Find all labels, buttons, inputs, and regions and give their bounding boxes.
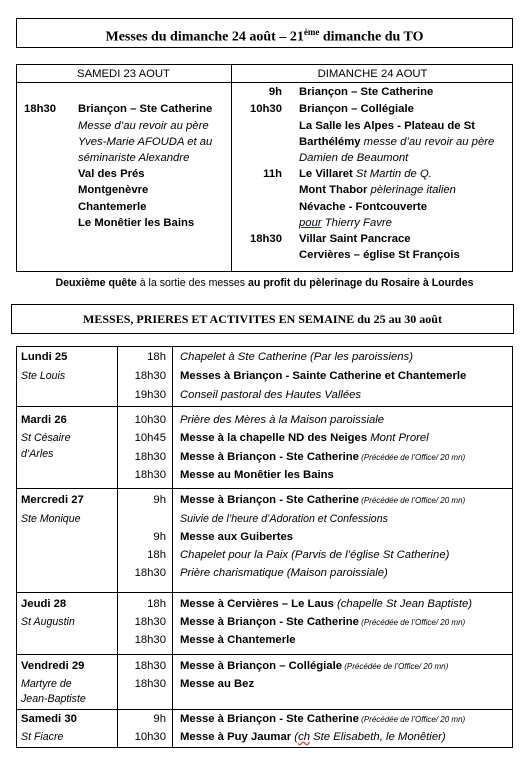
sunday-line (299, 167, 432, 181)
saturday-line: Val des Prés (78, 168, 145, 180)
event-time: 18h30 (134, 660, 166, 672)
sunday-line-bold: Mont Thabor (299, 184, 368, 196)
week-title: MESSES, PRIERES ET ACTIVITES EN SEMAINE du 25 au 30 août (83, 312, 442, 326)
event-time: 18h30 (134, 634, 166, 646)
event-time: 18h30 (134, 469, 166, 481)
saturday-line: Yves-Marie AFOUDA et au (78, 136, 213, 148)
week-row-rule (16, 406, 513, 407)
sunday-line: Névache - Fontcouverte (299, 201, 428, 213)
sunday-line (299, 135, 494, 149)
day-label: Jeudi 28 (21, 598, 67, 610)
event-bold: Messe à Puy Jaumar (180, 731, 292, 743)
event-bold: Messe à Briançon - Ste Catherine (180, 494, 359, 506)
event-time: 10h30 (134, 731, 166, 743)
sunday-table-header-rule (16, 82, 513, 83)
sunday-line-bold: Le Villaret (299, 168, 353, 180)
sunday-line (299, 183, 456, 197)
event-text: Messe à Chantemerle (180, 634, 296, 646)
sunday-line (299, 216, 392, 230)
saint-label: d’Arles (21, 448, 54, 460)
sunday-line: Villar Saint Pancrace (299, 233, 411, 245)
saturday-line: Briançon – Ste Catherine (78, 103, 213, 115)
sunday-line-italic: messe d’au revoir au père (360, 136, 495, 148)
saturday-line: Chantemerle (78, 201, 147, 213)
saturday-line: Messe d’au revoir au père (78, 120, 209, 132)
sunday-table-divider (231, 64, 232, 272)
event-text (180, 597, 472, 611)
event-time: 18h30 (134, 567, 166, 579)
saturday-line: Le Monêtier les Bains (78, 217, 195, 229)
event-bold: Messe à la chapelle ND des Neiges (180, 432, 368, 444)
event-time: 18h (147, 549, 166, 561)
event-text (180, 615, 465, 630)
saint-label: St Césaire (21, 432, 71, 444)
event-time: 9h (153, 713, 166, 725)
event-text (180, 730, 446, 744)
event-italic-spellcheck: ch (298, 731, 310, 743)
event-text (180, 712, 465, 727)
event-text: Messe au Bez (180, 678, 255, 690)
event-text (180, 659, 448, 674)
event-text: Messe au Monêtier les Bains (180, 469, 334, 481)
sunday-time: 10h30 (249, 103, 282, 115)
saturday-line: séminariste Alexandre (78, 152, 190, 164)
note-bold: Deuxième quête (55, 277, 137, 289)
event-text (180, 431, 429, 445)
sunday-line: Damien de Beaumont (299, 152, 409, 164)
event-time: 18h30 (134, 678, 166, 690)
event-text: Conseil pastoral des Hautes Vallées (180, 389, 362, 401)
event-time: 18h30 (134, 616, 166, 628)
event-time: 18h30 (134, 370, 166, 382)
event-note: (Précédée de l’Office/ 20 mn) (358, 618, 466, 627)
event-text: Chapelet pour la Paix (Parvis de l’église St Catherine) (180, 549, 450, 561)
sunday-line-italic: pèlerinage italien (367, 184, 456, 196)
event-time: 10h30 (134, 414, 166, 426)
week-row-rule (16, 709, 513, 710)
event-text: Messes à Briançon - Sainte Catherine et Chantemerle (180, 370, 467, 382)
event-note: (Précédée de l’Office/ 20 mn) (342, 662, 449, 671)
event-text: Messe aux Guibertes (180, 531, 294, 543)
saturday-header: SAMEDI 23 AOUT (77, 68, 170, 80)
note-text: à la sortie des messes (136, 277, 249, 289)
event-time: 18h30 (134, 451, 166, 463)
event-note: (Précédée de l’Office/ 20 mn) (358, 453, 466, 462)
sunday-line-underlined: pour (299, 217, 322, 229)
saturday-time: 18h30 (24, 103, 57, 115)
saturday-line: Montgenèvre (78, 184, 149, 196)
event-text (180, 493, 465, 508)
week-row-rule (16, 654, 513, 655)
sunday-header: DIMANCHE 24 AOUT (317, 68, 428, 80)
sunday-time: 18h30 (249, 233, 282, 245)
day-label: Mercredi 27 (21, 494, 84, 506)
day-label: Vendredi 29 (21, 660, 85, 672)
title-sup: ème (303, 27, 320, 37)
event-bold: Messe à Briançon – Collégiale (180, 660, 342, 672)
event-bold: Messe à Briançon - Ste Catherine (180, 616, 359, 628)
sunday-line: Briançon – Ste Catherine (299, 86, 434, 98)
sunday-line-italic: St Martin de Q. (352, 168, 432, 180)
event-note: (Précédée de l’Office/ 20 mn) (358, 715, 466, 724)
event-text: Suivie de l’heure d’Adoration et Confessions (180, 513, 388, 525)
event-italic: Mont Prorel (367, 432, 429, 444)
sunday-line: La Salle les Alpes - Plateau de St (299, 120, 476, 132)
event-bold: Messe à Cervières – Le Laus (180, 598, 334, 610)
event-text: Prière des Mères à la Maison paroissiale (180, 414, 385, 426)
note-bold: au profit du pèlerinage du Rosaire à Lourdes (248, 277, 474, 289)
collection-note (16, 276, 513, 290)
event-time: 18h (147, 598, 166, 610)
saint-label: Ste Monique (21, 513, 81, 525)
event-note: (Précédée de l’Office/ 20 mn) (358, 496, 466, 505)
event-time: 9h (153, 531, 166, 543)
saint-label: Jean-Baptiste (21, 693, 86, 705)
saint-label: St Fiacre (21, 731, 64, 743)
page-title (16, 25, 513, 45)
event-bold: Messe à Briançon - Ste Catherine (180, 451, 359, 463)
event-text: Prière charismatique (Maison paroissiale) (180, 567, 388, 579)
sunday-line: Cervières – église St François (299, 249, 460, 261)
sunday-line-italic: Thierry Favre (321, 217, 392, 229)
sunday-line: Briançon – Collégiale (299, 103, 414, 115)
saint-label: Martyre de (21, 678, 72, 690)
event-time: 9h (153, 494, 166, 506)
title-text: Messes du dimanche 24 août – 21 (105, 29, 304, 45)
event-text (180, 450, 465, 465)
event-italic: (chapelle St Jean Baptiste) (333, 598, 473, 610)
saint-label: Ste Louis (21, 370, 66, 382)
week-row-rule (16, 592, 513, 593)
event-time: 19h30 (134, 389, 166, 401)
sunday-time: 9h (268, 86, 282, 98)
day-label: Mardi 26 (21, 414, 67, 426)
day-label: Samedi 30 (21, 713, 77, 725)
sunday-time: 11h (263, 168, 282, 180)
week-row-rule (16, 488, 513, 489)
day-label: Lundi 25 (21, 351, 68, 363)
event-time: 10h45 (134, 432, 166, 444)
title-rest: dimanche du TO (319, 29, 424, 45)
event-italic: ( (291, 731, 299, 743)
saint-label: St Augustin (21, 616, 75, 628)
event-italic: Ste Elisabeth, le Monêtier) (310, 731, 446, 743)
sunday-line-bold: Barthélémy (299, 136, 361, 148)
event-text: Chapelet à Ste Catherine (Par les paroissiens) (180, 351, 413, 363)
event-time: 18h (147, 351, 166, 363)
event-bold: Messe à Briançon - Ste Catherine (180, 713, 359, 725)
